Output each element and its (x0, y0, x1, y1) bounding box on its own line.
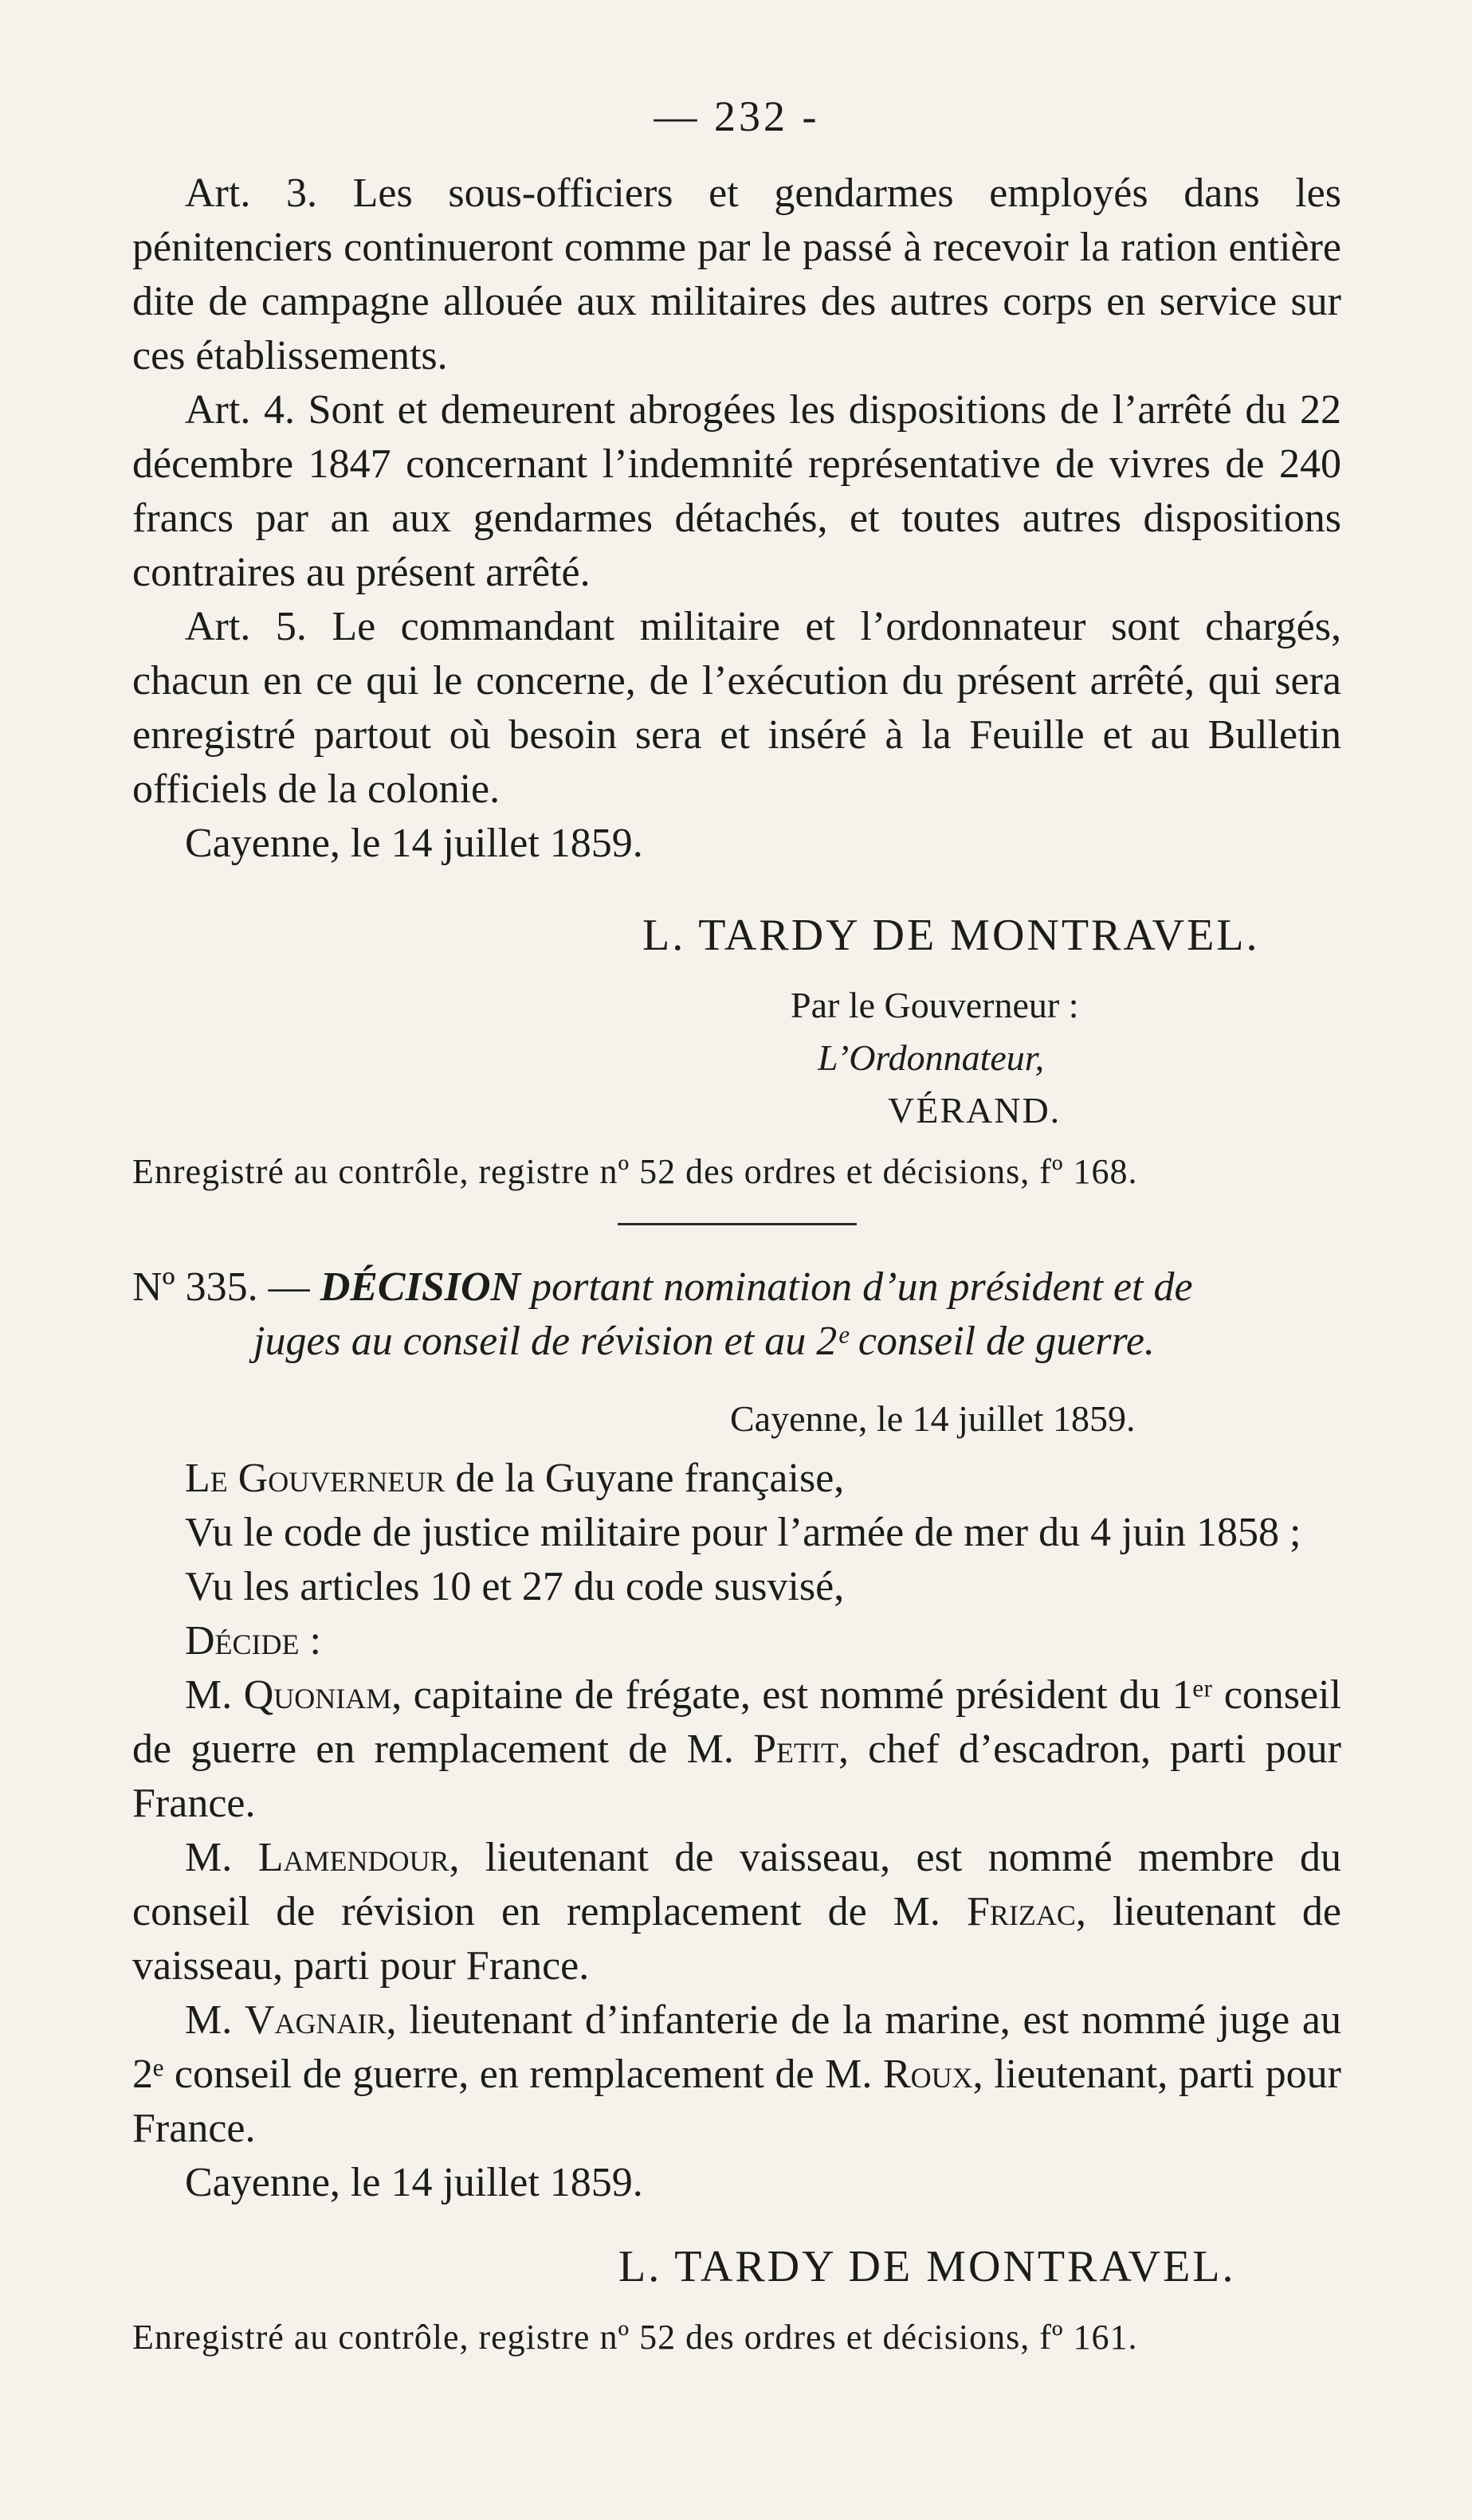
decide-line: Décide : (185, 1618, 321, 1664)
replaced-name: Roux (882, 2052, 973, 2097)
decision-date: Cayenne, le 14 juillet 1859. (185, 2160, 643, 2205)
registry-note: Enregistré au contrôle, registre nº 52 des ordres et décisions, fº 168. (132, 1152, 1138, 1191)
appointment-text-end: , lieutenant de vaisseau, parti pour France. (132, 1889, 1342, 1989)
appointment-3 (132, 1993, 1341, 2156)
decision-title-caps: DÉCISION (320, 1264, 521, 1310)
decision-title-line2: juges au conseil de révision et au 2ᵉ conseil de guerre. (253, 1319, 1155, 1364)
appointee-name: Lamendour (257, 1835, 449, 1880)
page-number: — 232 - (654, 92, 820, 140)
previous-decision-end (132, 167, 1341, 1196)
article-3: Art. 3. Les sous-officiers et gendarmes employés dans les pénitenciers continueront comme par le passé à recevoir la ration entière dite de campagne allouée aux militaires des autres corps en service sur ces établissements. (132, 170, 1341, 378)
replaced-name: Frizac (966, 1889, 1076, 1934)
decision-place-date: Cayenne, le 14 juillet 1859. (730, 1398, 1136, 1439)
appointee-name: Vagnair (244, 1997, 387, 2043)
appointment-prefix: M. (185, 1835, 233, 1880)
replaced-name: Petit (753, 1726, 838, 1772)
article-4: Art. 4. Sont et demeurent abrogées les dispositions de l’arrêté du 22 décembre 1847 concernant l’indemnité représentative de vivres de 240 francs par an aux gendarmes détachés, et toutes autres dispositions contraires au présent arrêté. (132, 387, 1341, 595)
article-5: Art. 5. Le commandant militaire et l’ordonnateur sont chargés, chacun en ce qui le concerne, de l’exécution du présent arrêté, qui sera enregistré partout où besoin sera et inséré à la Feuille et au Bulletin officiels de la colonie. (132, 604, 1341, 812)
appointment-2 (132, 1831, 1341, 1993)
governor-signature: L. TARDY DE MONTRAVEL. (642, 911, 1260, 960)
decision-heading (132, 1260, 1341, 1369)
ordonnateur-title: L’Ordonnateur, (818, 1037, 1045, 1078)
appointment-prefix: M. (185, 1997, 233, 2043)
appointment-1 (132, 1668, 1341, 1831)
appointment-prefix: M. (185, 1672, 233, 1718)
issuer-line (132, 1452, 1341, 1506)
appointment-text: , lieutenant d’infanterie de la marine, est nommé juge au 2ᵉ conseil de guerre, en remplacement de M. (132, 1997, 1341, 2097)
decision-335 (132, 1260, 1341, 2361)
appointee-name: Quoniam (243, 1672, 392, 1718)
issuer-rest: de la Guyane française, (455, 1456, 845, 1501)
issuer-title: Le Gouverneur (185, 1456, 446, 1501)
appointment-text: , lieutenant de vaisseau, est nommé membre du conseil de révision en remplacement de M. (132, 1835, 1341, 1934)
visa-1: Vu le code de justice militaire pour l’armée de mer du 4 juin 1858 ; (185, 1510, 1301, 1555)
decision-signature: L. TARDY DE MONTRAVEL. (618, 2242, 1236, 2291)
decision-title-rest: portant nomination d’un président et de (531, 1264, 1193, 1310)
decision-number: Nº 335. — (132, 1264, 310, 1310)
by-governor-line: Par le Gouverneur : (791, 985, 1079, 1025)
ordonnateur-name: VÉRAND. (888, 1090, 1062, 1131)
visa-2: Vu les articles 10 et 27 du code susvisé, (185, 1564, 845, 1609)
appointment-text-end: , lieutenant, parti pour France. (132, 2052, 1342, 2151)
appointment-text: , capitaine de frégate, est nommé président du 1ᵉʳ conseil de guerre en remplacement de M. (132, 1672, 1342, 1772)
appointment-text-end: , chef d’escadron, parti pour France. (132, 1726, 1341, 1826)
place-date: Cayenne, le 14 juillet 1859. (185, 821, 643, 866)
decision-registry-note: Enregistré au contrôle, registre nº 52 des ordres et décisions, fº 161. (132, 2318, 1138, 2357)
section-divider (618, 1223, 857, 1225)
